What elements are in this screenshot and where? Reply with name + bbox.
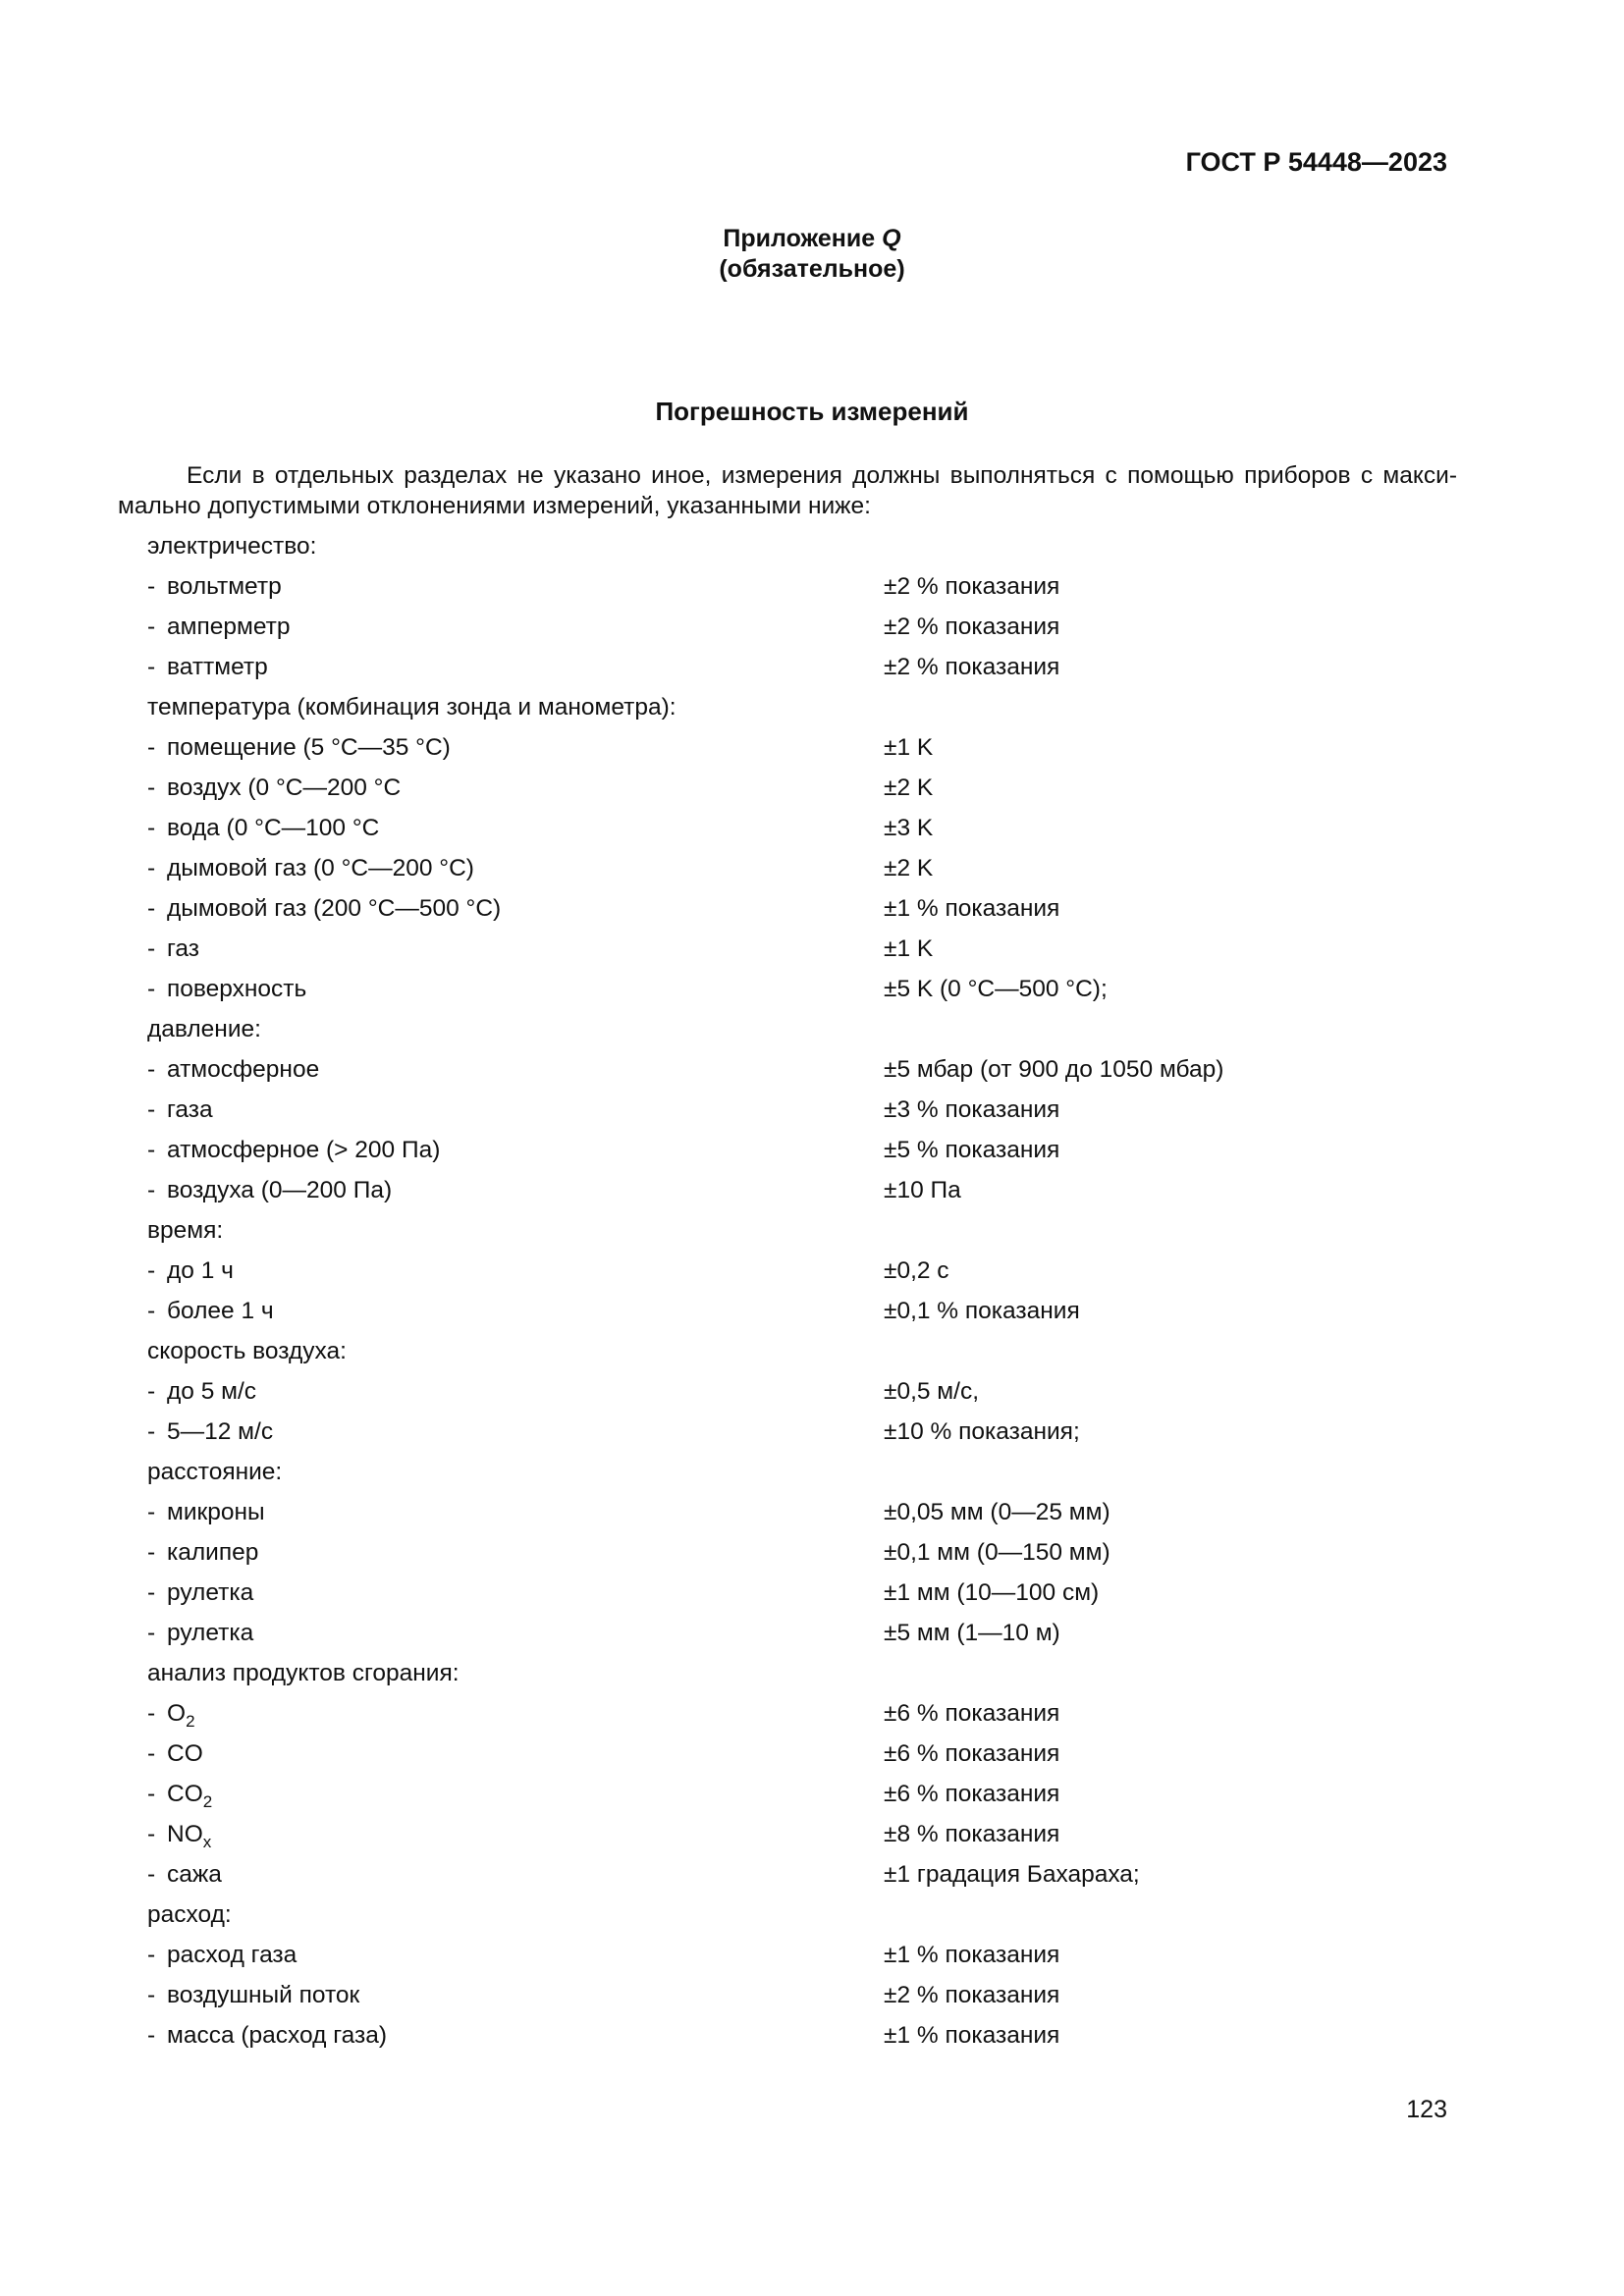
tolerance-row bbox=[147, 1130, 1326, 1170]
list-dash: - bbox=[147, 815, 156, 841]
measurement-label bbox=[167, 1854, 222, 1895]
tolerance-row bbox=[147, 647, 1326, 687]
label-text: CO bbox=[167, 1740, 203, 1767]
list-dash: - bbox=[147, 1740, 156, 1767]
list-dash: - bbox=[147, 1861, 156, 1888]
label-text: сажа bbox=[167, 1861, 222, 1888]
list-dash: - bbox=[147, 1378, 156, 1405]
label-text: атмосферное (> 200 Па) bbox=[167, 1137, 441, 1163]
tolerance-row bbox=[147, 1090, 1326, 1130]
measurement-label bbox=[167, 2015, 387, 2056]
tolerance-row bbox=[147, 929, 1326, 969]
label-text: до 1 ч bbox=[167, 1257, 234, 1284]
annex-letter: Q bbox=[882, 225, 901, 252]
label-subscript: 2 bbox=[202, 1792, 213, 1811]
tolerance-row bbox=[147, 1532, 1326, 1573]
tolerance-row bbox=[147, 1613, 1326, 1653]
section-title: Погрешность измерений bbox=[655, 397, 969, 426]
tolerance-value: ±1 K bbox=[884, 734, 934, 761]
measurement-label bbox=[167, 1613, 253, 1653]
label-text: воздушный поток bbox=[167, 1982, 360, 2008]
label-text: ваттметр bbox=[167, 654, 268, 680]
measurement-label bbox=[167, 1492, 265, 1532]
label-text: NO bbox=[167, 1821, 203, 1847]
category-heading bbox=[147, 526, 1326, 566]
tolerance-value: ±6 % показания bbox=[884, 1781, 1060, 1807]
label-text: расход газа bbox=[167, 1942, 298, 1968]
measurement-label bbox=[167, 808, 379, 848]
tolerance-row bbox=[147, 1049, 1326, 1090]
label-text: газ bbox=[167, 935, 199, 962]
label-text: газа bbox=[167, 1096, 213, 1123]
measurement-label bbox=[167, 1412, 273, 1452]
tolerance-row bbox=[147, 808, 1326, 848]
tolerance-row bbox=[147, 1854, 1326, 1895]
measurement-label bbox=[167, 888, 501, 929]
tolerance-row bbox=[147, 1814, 1326, 1854]
category-label bbox=[147, 1452, 282, 1492]
tolerance-row bbox=[147, 1734, 1326, 1774]
measurement-label bbox=[167, 1975, 359, 2015]
label-text: 5—12 м/с bbox=[167, 1418, 274, 1445]
label-text: CO bbox=[167, 1781, 203, 1807]
list-dash: - bbox=[147, 1821, 156, 1847]
label-text: помещение (5 °С—35 °С) bbox=[167, 734, 451, 761]
category-label bbox=[147, 1653, 460, 1693]
list-dash: - bbox=[147, 1781, 156, 1807]
measurement-label bbox=[167, 607, 291, 647]
tolerance-value: ±10 % показания; bbox=[884, 1418, 1080, 1445]
list-dash: - bbox=[147, 774, 156, 801]
tolerance-value: ±5 мм (1—10 м) bbox=[884, 1620, 1060, 1646]
measurement-label bbox=[167, 647, 268, 687]
label-text: амперметр bbox=[167, 614, 291, 640]
tolerance-value: ±0,1 % показания bbox=[884, 1298, 1080, 1324]
list-dash: - bbox=[147, 1499, 156, 1525]
measurement-label bbox=[167, 1774, 212, 1814]
tolerance-row bbox=[147, 1291, 1326, 1331]
tolerance-value: ±0,2 с bbox=[884, 1257, 949, 1284]
category-label bbox=[147, 687, 677, 727]
label-text: до 5 м/с bbox=[167, 1378, 257, 1405]
list-dash: - bbox=[147, 2022, 156, 2049]
annex-status: (обязательное) bbox=[719, 255, 905, 283]
measurement-label bbox=[167, 1291, 274, 1331]
tolerance-value: ±1 % показания bbox=[884, 2022, 1060, 2049]
tolerance-value: ±5 мбар (от 900 до 1050 мбар) bbox=[884, 1056, 1224, 1083]
list-dash: - bbox=[147, 1298, 156, 1324]
tolerance-row bbox=[147, 1492, 1326, 1532]
list-dash: - bbox=[147, 1177, 156, 1203]
measurement-label bbox=[167, 1130, 440, 1170]
label-text: расход: bbox=[147, 1901, 232, 1928]
tolerance-value: ±1 K bbox=[884, 935, 934, 962]
tolerance-value: ±3 % показания bbox=[884, 1096, 1060, 1123]
list-dash: - bbox=[147, 1056, 156, 1083]
label-text: вольтметр bbox=[167, 573, 282, 600]
category-label bbox=[147, 526, 316, 566]
tolerance-value: ±6 % показания bbox=[884, 1740, 1060, 1767]
tolerance-row bbox=[147, 1170, 1326, 1210]
measurement-label bbox=[167, 1573, 253, 1613]
measurement-label bbox=[167, 969, 306, 1009]
tolerance-value: ±8 % показания bbox=[884, 1821, 1060, 1847]
tolerance-value: ±3 K bbox=[884, 815, 934, 841]
measurement-label bbox=[167, 929, 199, 969]
list-dash: - bbox=[147, 1982, 156, 2008]
label-text: микроны bbox=[167, 1499, 265, 1525]
category-label bbox=[147, 1210, 223, 1251]
label-subscript: 2 bbox=[186, 1712, 195, 1731]
measurement-label bbox=[167, 1251, 234, 1291]
tolerance-row bbox=[147, 1251, 1326, 1291]
measurement-label bbox=[167, 727, 451, 768]
page-number: 123 bbox=[1406, 2096, 1447, 2123]
tolerance-row bbox=[147, 2015, 1326, 2056]
measurement-label bbox=[167, 1814, 211, 1854]
measurement-label bbox=[167, 1693, 195, 1734]
tolerance-value: ±1 мм (10—100 см) bbox=[884, 1579, 1100, 1606]
measurement-label bbox=[167, 1734, 203, 1774]
list-dash: - bbox=[147, 1942, 156, 1968]
tolerance-row bbox=[147, 566, 1326, 607]
category-label bbox=[147, 1331, 347, 1371]
list-dash: - bbox=[147, 976, 156, 1002]
tolerance-row bbox=[147, 888, 1326, 929]
tolerance-value: ±2 K bbox=[884, 774, 934, 801]
label-text: рулетка bbox=[167, 1579, 254, 1606]
list-dash: - bbox=[147, 573, 156, 600]
list-dash: - bbox=[147, 1096, 156, 1123]
label-text: масса (расход газа) bbox=[167, 2022, 387, 2049]
tolerance-row bbox=[147, 1693, 1326, 1734]
tolerance-value: ±0,1 мм (0—150 мм) bbox=[884, 1539, 1110, 1566]
tolerance-row bbox=[147, 1975, 1326, 2015]
annex-title bbox=[0, 224, 1624, 254]
list-dash: - bbox=[147, 734, 156, 761]
label-text: дымовой газ (0 °С—200 °С) bbox=[167, 855, 474, 881]
label-text: воздух (0 °С—200 °С bbox=[167, 774, 402, 801]
tolerance-row bbox=[147, 768, 1326, 808]
tolerance-row bbox=[147, 607, 1326, 647]
measurement-label bbox=[167, 1049, 319, 1090]
category-heading bbox=[147, 1210, 1326, 1251]
measurement-label bbox=[167, 848, 474, 888]
label-text: рулетка bbox=[167, 1620, 254, 1646]
category-heading bbox=[147, 1895, 1326, 1935]
category-label bbox=[147, 1009, 261, 1049]
tolerance-value: ±2 % показания bbox=[884, 1982, 1060, 2008]
list-dash: - bbox=[147, 614, 156, 640]
category-heading bbox=[147, 1331, 1326, 1371]
measurement-label bbox=[167, 768, 401, 808]
label-subscript: x bbox=[202, 1833, 212, 1851]
tolerance-value: ±2 K bbox=[884, 855, 934, 881]
label-text: электричество: bbox=[147, 533, 317, 560]
tolerance-row bbox=[147, 969, 1326, 1009]
tolerance-value: ±6 % показания bbox=[884, 1700, 1060, 1727]
tolerance-value: ±5 K (0 °С—500 °С); bbox=[884, 976, 1108, 1002]
label-text: более 1 ч bbox=[167, 1298, 274, 1324]
label-text: температура (комбинация зонда и манометра): bbox=[147, 694, 677, 721]
measurement-label bbox=[167, 1532, 258, 1573]
tolerance-row bbox=[147, 1371, 1326, 1412]
list-dash: - bbox=[147, 654, 156, 680]
label-text: воздуха (0—200 Па) bbox=[167, 1177, 393, 1203]
tolerance-row bbox=[147, 848, 1326, 888]
label-text: скорость воздуха: bbox=[147, 1338, 347, 1364]
intro-paragraph: Если в отдельных разделах не указано иное, измерения должны выполняться с помощью приборов с макси-мально допустимыми отклонениями измерений, указанными ниже: bbox=[118, 462, 1457, 519]
list-dash: - bbox=[147, 855, 156, 881]
label-text: время: bbox=[147, 1217, 224, 1244]
tolerance-value: ±1 % показания bbox=[884, 895, 1060, 922]
measurement-label bbox=[167, 566, 282, 607]
list-dash: - bbox=[147, 1418, 156, 1445]
annex-heading bbox=[0, 224, 1624, 285]
measurement-label bbox=[167, 1090, 213, 1130]
label-text: калипер bbox=[167, 1539, 259, 1566]
tolerance-row bbox=[147, 1412, 1326, 1452]
measurement-label bbox=[167, 1170, 392, 1210]
measurement-label bbox=[167, 1371, 256, 1412]
measurement-label bbox=[167, 1935, 297, 1975]
tolerance-value: ±0,5 м/с, bbox=[884, 1378, 980, 1405]
category-heading bbox=[147, 1009, 1326, 1049]
tolerance-row bbox=[147, 1774, 1326, 1814]
tolerance-row bbox=[147, 1935, 1326, 1975]
tolerance-row bbox=[147, 727, 1326, 768]
label-text: давление: bbox=[147, 1016, 261, 1042]
label-text: поверхность bbox=[167, 976, 307, 1002]
tolerance-value: ±2 % показания bbox=[884, 573, 1060, 600]
tolerance-value: ±2 % показания bbox=[884, 654, 1060, 680]
list-dash: - bbox=[147, 1137, 156, 1163]
list-dash: - bbox=[147, 895, 156, 922]
list-dash: - bbox=[147, 935, 156, 962]
list-dash: - bbox=[147, 1257, 156, 1284]
label-text: дымовой газ (200 °С—500 °С) bbox=[167, 895, 502, 922]
tolerance-value: ±10 Па bbox=[884, 1177, 961, 1203]
label-text: анализ продуктов сгорания: bbox=[147, 1660, 460, 1686]
tolerance-value: ±1 % показания bbox=[884, 1942, 1060, 1968]
tolerance-row bbox=[147, 1573, 1326, 1613]
category-heading bbox=[147, 1653, 1326, 1693]
label-text: O bbox=[167, 1700, 187, 1727]
annex-prefix: Приложение bbox=[723, 225, 876, 252]
label-text: расстояние: bbox=[147, 1459, 283, 1485]
list-dash: - bbox=[147, 1700, 156, 1727]
standard-code: ГОСТ Р 54448—2023 bbox=[1185, 147, 1447, 177]
category-heading bbox=[147, 687, 1326, 727]
category-heading bbox=[147, 1452, 1326, 1492]
list-dash: - bbox=[147, 1579, 156, 1606]
tolerance-value: ±5 % показания bbox=[884, 1137, 1060, 1163]
label-text: атмосферное bbox=[167, 1056, 320, 1083]
list-dash: - bbox=[147, 1539, 156, 1566]
tolerance-list bbox=[147, 526, 1326, 2056]
tolerance-value: ±2 % показания bbox=[884, 614, 1060, 640]
list-dash: - bbox=[147, 1620, 156, 1646]
tolerance-value: ±0,05 мм (0—25 мм) bbox=[884, 1499, 1110, 1525]
tolerance-value: ±1 градация Бахараха; bbox=[884, 1861, 1140, 1888]
category-label bbox=[147, 1895, 232, 1935]
label-text: вода (0 °С—100 °С bbox=[167, 815, 380, 841]
